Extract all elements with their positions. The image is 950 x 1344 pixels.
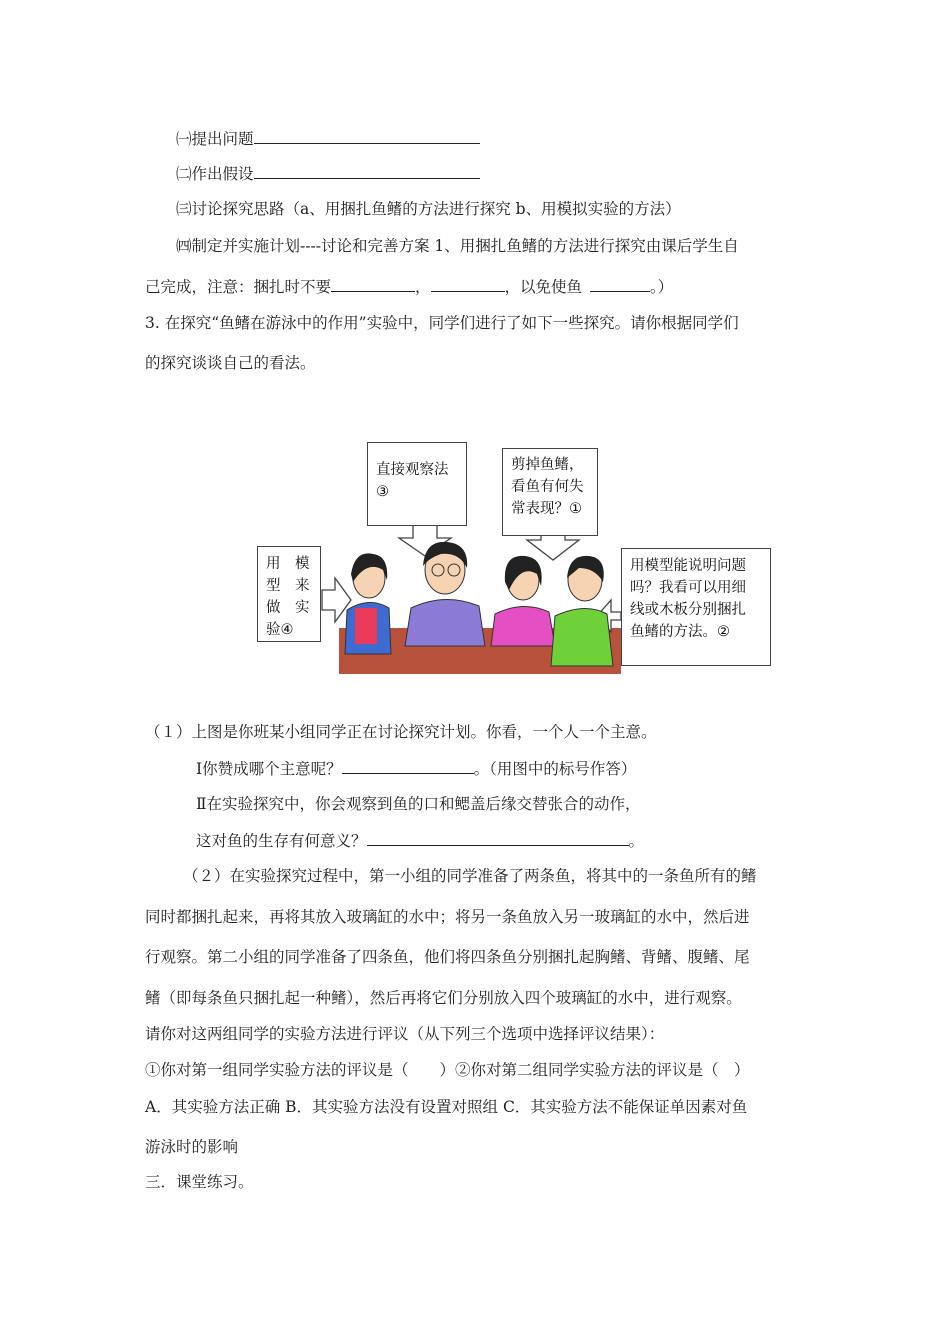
student-boy-glasses bbox=[405, 542, 485, 646]
step-2-text: ㈡作出 bbox=[176, 165, 223, 183]
part-1-question-ii-b: 这对鱼的生存有何意义？ 。 bbox=[196, 832, 645, 850]
answer-blank-3[interactable] bbox=[331, 276, 415, 292]
student-girl-pink bbox=[491, 556, 555, 646]
answer-blank-4[interactable] bbox=[431, 276, 505, 292]
step-3 bbox=[176, 199, 681, 219]
discussion-figure bbox=[255, 440, 775, 672]
question-3-line-1: 3. 在探究“鱼鳍在游泳中的作用”实验中，同学们进行了如下一些探究。请你根据同学们 bbox=[145, 314, 739, 332]
section-3-title: 三．课堂练习。 bbox=[145, 1173, 254, 1191]
part-1-question-ii: Ⅱ在实验探究中，你会观察到鱼的口和鳃盖后缘交替张合的动作， bbox=[196, 795, 641, 813]
part-2-line-6: ①你对第一组同学实验方法的评议是（ ）②你对第二组同学实验方法的评议是（ ） bbox=[145, 1061, 750, 1079]
answer-blank-7[interactable] bbox=[367, 830, 629, 846]
idea-box-tie-fins: 用模型能说明问题 吗？我看可以用细 线或木板分别捆扎 鱼鳍的方法。② bbox=[621, 548, 771, 666]
step-1-text: ㈠提出问题 bbox=[176, 130, 254, 148]
part-2-line-2: 同时都捆扎起来，再将其放入玻璃缸的水中；将另一条鱼放入另一玻璃缸的水中，然后进 bbox=[145, 908, 750, 926]
answer-blank-2[interactable] bbox=[254, 163, 480, 179]
answer-blank-5[interactable] bbox=[590, 276, 650, 292]
answer-blank-1[interactable] bbox=[254, 128, 480, 144]
step-2-text-b: 假设 bbox=[222, 165, 254, 183]
part-1-intro: （１）上图是你班某小组同学正在讨论探究计划。你看，一个人一个主意。 bbox=[145, 723, 657, 741]
step-4 bbox=[176, 236, 739, 256]
step-2 bbox=[176, 163, 480, 184]
part-2-line-1: （２）在实验探究过程中，第一小组的同学准备了两条鱼，将其中的一条鱼所有的鳍 bbox=[183, 867, 757, 885]
answer-blank-6[interactable] bbox=[342, 758, 474, 774]
student-girl-left bbox=[345, 553, 391, 654]
idea-box-model: 用 模 型 来 做 实 验④ bbox=[257, 546, 321, 642]
part-2-line-4: 鳍（即每条鱼只捆扎起一种鳍），然后再将它们分别放入四个玻璃缸的水中，进行观察。 bbox=[145, 989, 742, 1007]
part-2-options-cont: 游泳时的影响 bbox=[145, 1138, 239, 1156]
part-2-line-3: 行观察。第二小组的同学准备了四条鱼，他们将四条鱼分别捆扎起胸鳍、背鳍、腹鳍、尾 bbox=[145, 948, 750, 966]
step-3-text: ㈢讨论探究思路（a、用捆扎鱼鳍的方法进行探究 b、用模拟实验的方法） bbox=[176, 200, 681, 218]
idea-box-cut-fins: 剪掉鱼鳍， 看鱼有何失 常表现？① bbox=[502, 448, 598, 536]
step-4-text: ㈣制定并实施计划----讨论和完善方案 1、用捆扎鱼鳍的方法进行探究由课后学生自 bbox=[176, 237, 739, 255]
idea-box-observe: 直接观察法 ③ bbox=[367, 442, 467, 526]
step-4-continued: 己完成，注意：捆扎时不要 ， ，以免使鱼 。） bbox=[145, 278, 674, 296]
part-2-options: A．其实验方法正确 B．其实验方法没有设置对照组 C．其实验方法不能保证单因素对鱼 bbox=[145, 1098, 748, 1116]
question-3-line-2: 的探究谈谈自己的看法。 bbox=[145, 354, 316, 372]
part-1-question-i: Ⅰ你赞成哪个主意呢？ 。（用图中的标号作答） bbox=[196, 760, 637, 778]
part-2-line-5: 请你对这两组同学的实验方法进行评议（从下列三个选项中选择评议结果）： bbox=[145, 1025, 665, 1043]
step-1 bbox=[176, 128, 480, 149]
